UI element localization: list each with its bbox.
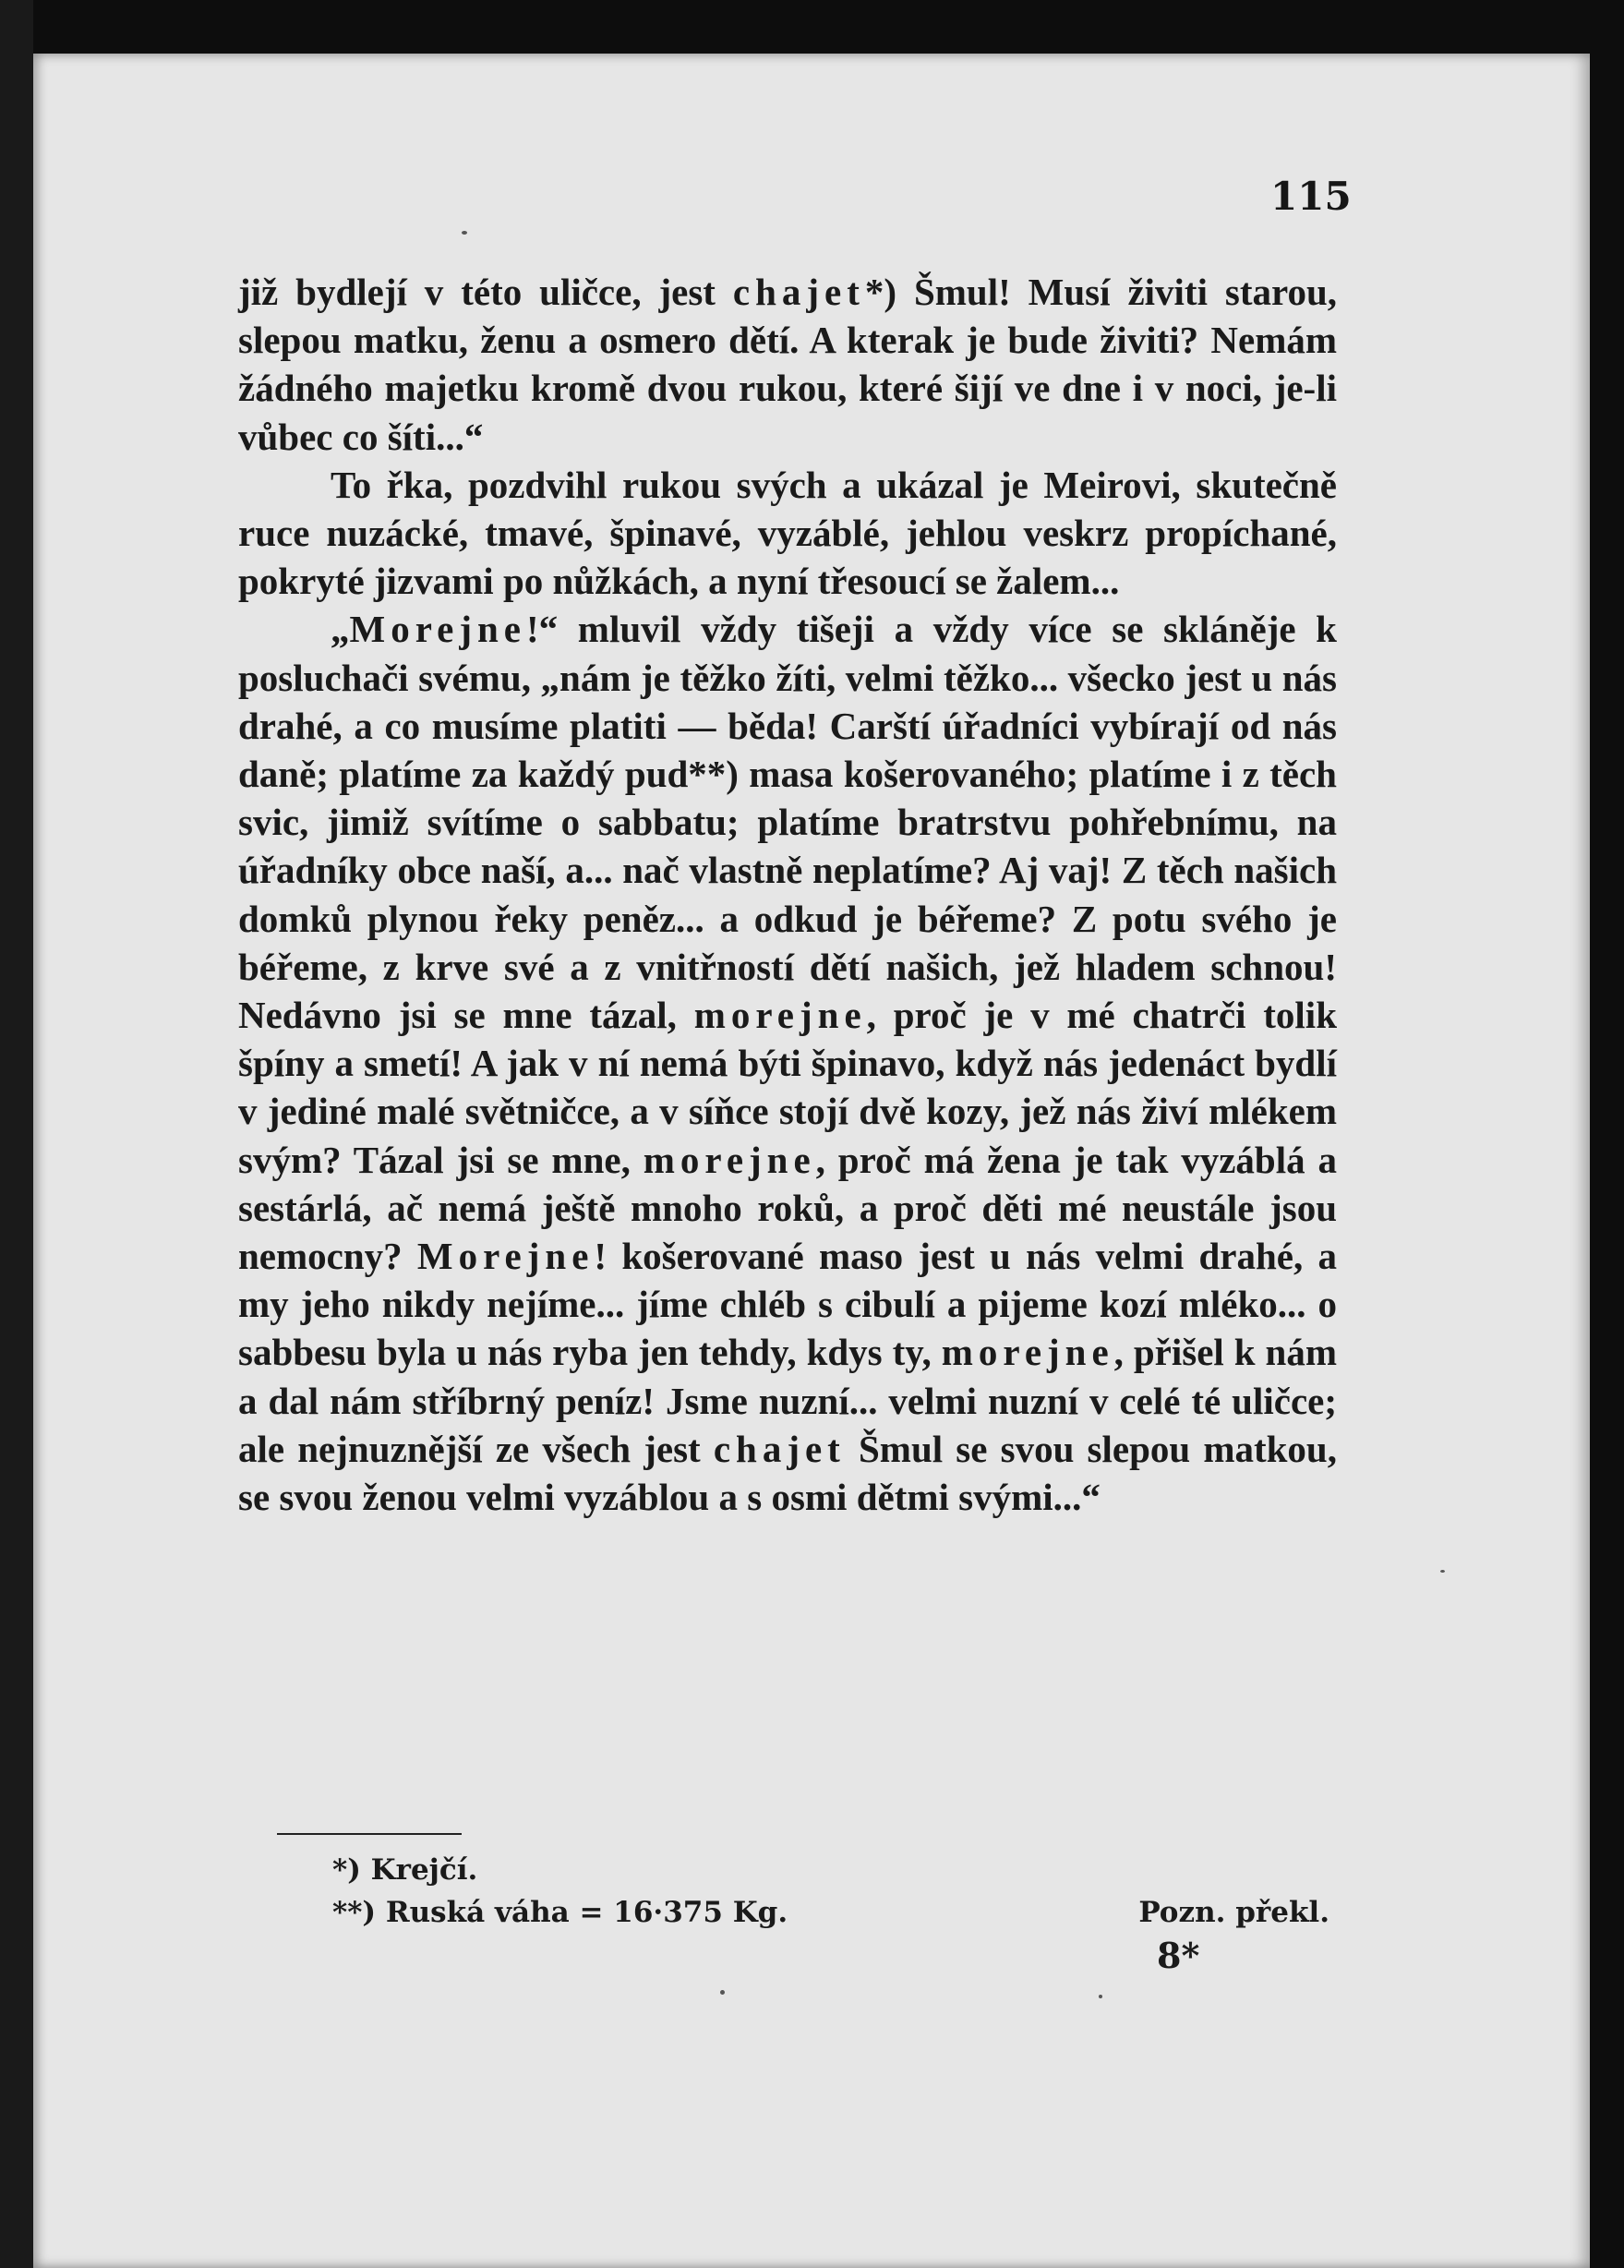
spaced-word: chajet [713, 1427, 846, 1470]
text-run: !“ mluvil vždy tišeji a vždy více se skláněje k posluchači svému, „nám je těžko žíti, velmi těžko... všecko jest u nás drahé, a co musíme platiti — běda! Carští úřadníci vybírají od nás daně; platíme za každý pud**) masa košerovaného; platíme i z těch svic, jimiž svítíme o sabbatu; platíme bratrstvu pohřebnímu, na úřadníky obce naší, a... nač vlastně neplatíme? Aj vaj! Z těch našich domků plynou řeky peněz... a odkud je béřeme? Z potu svého je béřeme, z krve své a z vnitřností dětí našich, jež hladem schnou! Nedávno jsi se mne tázal, [238, 608, 1337, 1037]
spaced-word: Morejne [416, 1235, 595, 1278]
dust-speck [462, 231, 467, 235]
text-run: To řka, pozdvihl rukou svých a ukázal je Meirovi, skutečně ruce nuzácké, tmavé, špinavé, vyzáblé, jehlou veskrz propíchané, pokryté jizvami po nůžkách, a nyní třesoucí se žalem... [238, 463, 1337, 603]
dust-speck [1440, 1570, 1445, 1573]
text-run: Šmul se svou slepou matkou, se svou ženou velmi vyzáblou a s osmi dětmi svými...“ [238, 1427, 1337, 1519]
spaced-word: morejne [643, 1138, 816, 1181]
text-run: , proč má žena je tak vyzáblá a sestárlá, ač nemá ještě mnoho roků, a proč děti mé neustále jsou nemocny? [238, 1138, 1337, 1278]
text-run: , proč je v mé chatrči tolik špíny a smetí! A jak v ní nemá býti špinavo, když nás jedenáct bydlí v jediné malé světničce, a v síňce stojí dvě kozy, jež nás živí mlékem svým? Tázal jsi se mne, [238, 994, 1337, 1181]
footnote-1: *) Krejčí. [332, 1853, 478, 1887]
text-run: již bydlejí v této uličce, jest [238, 271, 733, 313]
text-run: *) Šmul! Musí živiti starou, slepou matku, ženu a osmero dětí. A kterak je bude živiti? Nemám žádného majetku kromě dvou rukou, které šijí ve dne i v noci, je-li vůbec co šíti...“ [238, 271, 1337, 458]
footnote-line [332, 1891, 1329, 1934]
spaced-word: morejne [941, 1331, 1114, 1374]
footnote-rule [277, 1833, 462, 1835]
text-run: , přišel k nám a dal nám stříbrný peníz! Jsme nuzní... velmi nuzní v celé té uličce; ale nejnuznější ze všech jest [238, 1331, 1337, 1470]
binding-edge [0, 0, 33, 2268]
spaced-word: Morejne [349, 608, 527, 651]
spaced-word: morejne [693, 994, 867, 1037]
footnote-line [332, 1849, 1329, 1891]
spaced-word: chajet [732, 271, 865, 313]
dust-speck [720, 1990, 725, 1995]
paragraph [238, 605, 1337, 1521]
body-text [238, 268, 1337, 1521]
footnotes [332, 1849, 1329, 1934]
text-run: „ [331, 608, 350, 651]
signature-mark: 8* [1157, 1935, 1200, 1976]
text-run: ! košerované maso jest u nás velmi drahé, a my jeho nikdy nejíme... jíme chléb s cibulí a pijeme kozí mléko... o sabbesu byla u nás ryba jen tehdy, kdys ty, [238, 1235, 1337, 1374]
page-number: 115 [1270, 174, 1352, 219]
translator-note: Pozn. překl. [1138, 1896, 1329, 1929]
paragraph [238, 268, 1337, 461]
dust-speck [1099, 1995, 1102, 1998]
paragraph [238, 461, 1337, 606]
footnote-2: **) Ruská váha = 16·375 Kg. [332, 1896, 788, 1929]
